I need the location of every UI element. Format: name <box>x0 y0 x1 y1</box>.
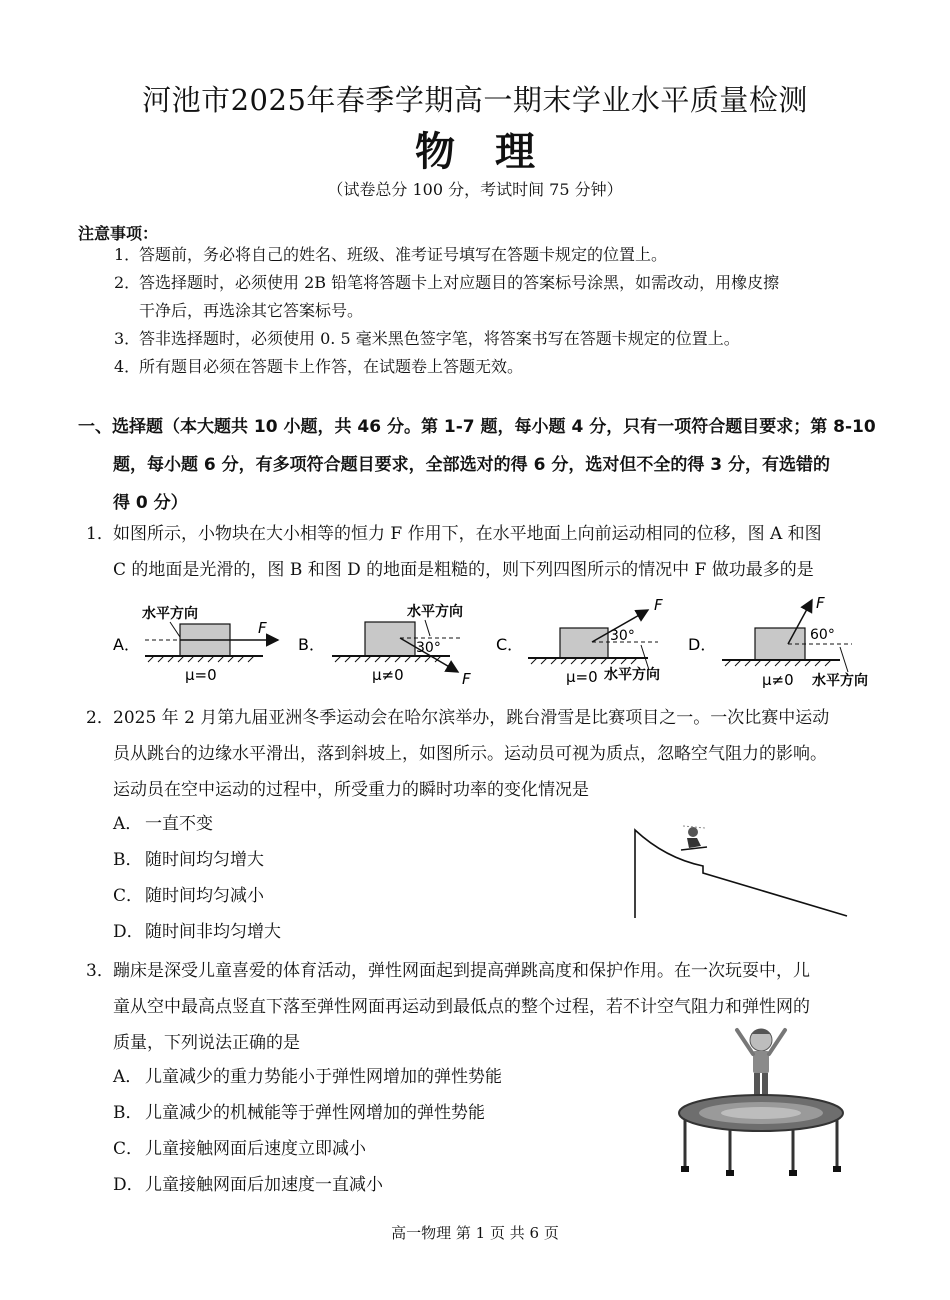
angle-label: 30° <box>610 628 635 644</box>
force-label: F <box>816 594 825 612</box>
skier-icon <box>681 826 707 850</box>
block <box>365 622 415 656</box>
question-3: 3．蹦床是深受儿童喜爱的体育活动，弹性网面起到提高弹跳高度和保护作用。在一次玩耍中，儿 童从空中最高点竖直下落至弹性网面再运动到最低点的整个过程，若不计空气阻力和弹性网的 质量，下列说法正确的是 <box>86 961 810 1053</box>
exam-meta: （试卷总分 100 分，考试时间 75 分钟） <box>327 180 623 199</box>
option-d-label: D． <box>688 635 717 654</box>
horizontal-label: 水平方向 <box>407 604 463 620</box>
q3-option-d: D．儿童接触网面后加速度一直减小 <box>113 1175 383 1195</box>
notice-item-2: 2．答选择题时，必须使用 2B 铅笔将答题卡上对应题目的答案标号涂黑，如需改动，用橡皮擦 干净后，再选涂其它答案标号。 <box>114 273 780 320</box>
option-c-label: C． <box>496 635 524 654</box>
force-label: F <box>462 670 471 688</box>
friction-label: μ=0 <box>566 668 598 686</box>
friction-label: μ≠0 <box>372 666 404 684</box>
question-1-figures <box>100 590 890 690</box>
notice-item-4: 4．所有题目必须在答题卡上作答，在试题卷上答题无效。 <box>114 357 524 376</box>
exam-title: 河池市2025年春季学期高一期末学业水平质量检测 <box>142 83 808 117</box>
horizontal-label: 水平方向 <box>604 667 660 683</box>
option-a-label: A． <box>113 635 140 654</box>
section-heading: 一、选择题（本大题共 10 小题，共 46 分。第 1-7 题，每小题 4 分，只有一项符合题目要求；第 8-10 题，每小题 6 分，有多项符合题目要求，全部选对的得 6 分，选对但不全的得 3 分，有选错的 得 0 分） <box>78 417 876 513</box>
q2-option-b: B． 随时间均匀增大 <box>113 850 264 870</box>
horizontal-label: 水平方向 <box>142 606 198 622</box>
question-1: 1．如图所示，小物块在大小相等的恒力 F 作用下，在水平地面上向前运动相同的位移，图 A 和图 C 的地面是光滑的，图 B 和图 D 的地面是粗糙的，则下列四图所示的情况中 F 做功最多的是 <box>86 524 822 580</box>
question-2: 2．2025 年 2 月第九届亚洲冬季运动会在哈尔滨举办，跳台滑雪是比赛项目之一。一次比赛中运动 员从跳台的边缘水平滑出，落到斜坡上，如图所示。运动员可视为质点，忽略空气阻力的影响。 运动员在空中运动的过程中，所受重力的瞬时功率的变化情况是 <box>86 708 830 800</box>
ski-jump-figure <box>625 818 855 923</box>
subject-title: 物理 <box>415 128 575 175</box>
q3-option-c: C． 儿童接触网面后速度立即减小 <box>113 1139 366 1159</box>
force-label: F <box>258 619 267 637</box>
friction-label: μ=0 <box>185 666 217 684</box>
q3-option-a: A． 儿童减少的重力势能小于弹性网增加的弹性势能 <box>113 1067 502 1087</box>
angle-label: 60° <box>810 627 835 643</box>
page-footer: 高一物理 第 1 页 共 6 页 <box>391 1224 559 1242</box>
friction-label: μ≠0 <box>762 671 794 689</box>
q2-option-c: C． 随时间均匀减小 <box>113 886 264 906</box>
notice-item-1: 1．答题前，务必将自己的姓名、班级、准考证号填写在答题卡规定的位置上。 <box>114 245 668 264</box>
q2-option-a: A． 一直不变 <box>113 814 213 834</box>
force-label: F <box>654 596 663 614</box>
option-b-label: B． <box>298 635 325 654</box>
notice-title: 注意事项： <box>78 224 159 243</box>
horizontal-label: 水平方向 <box>812 673 868 689</box>
block <box>560 628 608 658</box>
notice-item-3: 3．答非选择题时，必须使用 0. 5 毫米黑色签字笔，将答案书写在答题卡规定的位置上。 <box>114 329 740 348</box>
q2-option-d: D．随时间非均匀增大 <box>113 922 281 942</box>
trampoline-figure <box>675 1020 850 1180</box>
q3-option-b: B． 儿童减少的机械能等于弹性网增加的弹性势能 <box>113 1103 485 1123</box>
angle-label: 30° <box>416 640 441 656</box>
